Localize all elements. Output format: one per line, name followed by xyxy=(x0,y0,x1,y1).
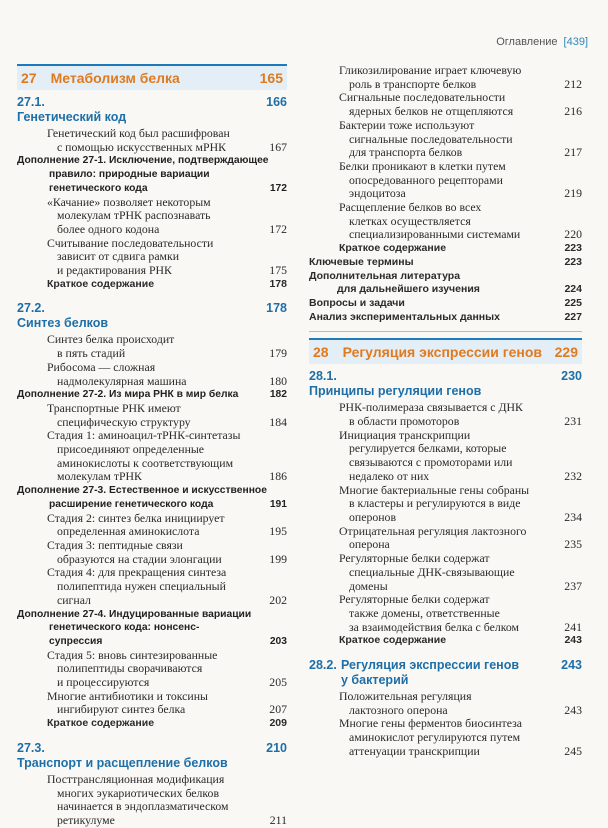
toc-entry-title xyxy=(309,119,513,160)
toc-entry-line: Расщепление белков во всех xyxy=(339,200,482,215)
section-number: 27.3. xyxy=(17,740,45,755)
toc-entry-title xyxy=(17,196,211,237)
toc-entry xyxy=(17,333,287,360)
header-section-title: Оглавление xyxy=(496,36,558,48)
toc-entry-page: 235 xyxy=(564,537,582,552)
toc-entry-line: молекулам тРНК распознавать xyxy=(57,208,211,223)
summary-page: 223 xyxy=(564,242,582,255)
toc-entry xyxy=(17,127,287,154)
chapter-heading xyxy=(309,338,582,364)
chapter-heading-left xyxy=(21,70,180,86)
toc-entry-page: 241 xyxy=(564,619,582,634)
toc-entry-line: Положительная регуляция xyxy=(339,689,472,704)
toc-entry-line: также домены, ответственные xyxy=(349,605,500,620)
toc-entry-line: для транспорта белков xyxy=(349,145,463,160)
section-title xyxy=(309,384,481,399)
toc-entry-line: аминокислоты к соответствующим xyxy=(57,455,234,470)
summary-label: Краткое содержание xyxy=(339,634,447,647)
toc-entry-page: 180 xyxy=(269,373,287,388)
toc-entry-title xyxy=(309,690,472,717)
summary-entry xyxy=(309,634,582,648)
toc-entry xyxy=(309,690,582,717)
toc-entry xyxy=(309,484,582,525)
section-heading xyxy=(309,658,582,688)
toc-entry xyxy=(17,512,287,539)
section-heading-left xyxy=(309,369,481,399)
toc-entry-line: сигнал xyxy=(57,592,91,607)
summary-label: Краткое содержание xyxy=(339,242,447,255)
section-page: 243 xyxy=(561,658,582,673)
toc-entry-line: аминокислот регулируются путем xyxy=(349,730,521,745)
box-entry-title xyxy=(17,388,238,402)
toc-entry xyxy=(309,593,582,634)
toc-entry-line: домены xyxy=(349,578,388,593)
toc-entry-line: ингибируют синтез белка xyxy=(57,702,186,717)
toc-entry-title xyxy=(17,773,229,828)
toc-entry-line: связываются с промоторами или xyxy=(349,455,513,470)
toc-entry-line: присоединяют определенные xyxy=(57,442,205,457)
section-heading xyxy=(17,95,287,125)
toc-entry-line: Стадия 2: синтез белка инициирует xyxy=(47,510,225,525)
backmatter-entry xyxy=(309,270,582,297)
toc-entry-line: оперона xyxy=(349,537,390,552)
box-entry xyxy=(17,484,287,511)
toc-entry-title xyxy=(309,64,521,91)
toc-entry-line: Гликозилирование играет ключевую xyxy=(339,63,522,77)
box-entry-page: 203 xyxy=(269,635,287,647)
section-page: 166 xyxy=(266,95,287,109)
toc-entry-page: 199 xyxy=(269,551,287,566)
toc-entry xyxy=(309,201,582,242)
toc-entry-line: в кластеры и регулируются в виде xyxy=(349,496,521,511)
backmatter-entry xyxy=(309,297,582,311)
spacer xyxy=(17,731,287,741)
summary-entry xyxy=(17,278,287,292)
toc-entry-page: 205 xyxy=(269,675,287,690)
toc-entry-line: Стадия 3: пептидные связи xyxy=(47,537,183,552)
toc-entry-line: Инициация транскрипции xyxy=(339,427,471,442)
toc-entry-line: Рибосома — сложная xyxy=(47,359,156,374)
toc-entry xyxy=(17,196,287,237)
toc-entry-line: «Качание» позволяет некоторым xyxy=(47,194,211,209)
summary-label: Краткое содержание xyxy=(47,277,155,290)
toc-entry-page: 219 xyxy=(564,186,582,201)
toc-entry-line: эндоцитоза xyxy=(349,186,406,201)
toc-entry-title xyxy=(309,552,515,593)
summary-page: 209 xyxy=(269,717,287,730)
toc-entry-line: Стадия 5: вновь синтезированные xyxy=(47,647,218,662)
toc-entry-page: 179 xyxy=(269,346,287,361)
toc-entry-line: Сигнальные последовательности xyxy=(339,90,506,105)
toc-entry-line: специфическую структуру xyxy=(57,414,191,429)
toc-entry-title xyxy=(17,429,240,484)
box-entry-page: 182 xyxy=(269,389,287,401)
toc-entry-line: Белки проникают в клетки путем xyxy=(339,158,506,173)
section-page: 230 xyxy=(561,369,582,384)
toc-entry-page: 220 xyxy=(564,227,582,242)
chapter-heading-left xyxy=(313,344,542,360)
section-heading-left xyxy=(17,741,228,771)
toc-entry-title xyxy=(17,237,213,278)
chapter-page: 165 xyxy=(259,70,283,86)
section-title-line: Синтез белков xyxy=(17,316,109,331)
box-entry-line: генетического кода: нонсенс- xyxy=(49,622,200,634)
toc-entry-line: в пять стадий xyxy=(57,346,126,361)
toc-entry-title xyxy=(17,333,174,360)
toc-entry-page: 211 xyxy=(269,812,287,827)
spacer xyxy=(17,291,287,301)
toc-entry-line: РНК-полимераза связывается с ДНК xyxy=(339,400,523,415)
toc-entry-line: более одного кодона xyxy=(57,221,160,236)
box-entry-line: супрессия xyxy=(49,635,103,647)
box-entry xyxy=(17,388,287,402)
toc-entry-line: клетках осуществляется xyxy=(349,213,471,228)
section-title-line: Транспорт и расщепление белков xyxy=(17,755,228,770)
toc-entry xyxy=(309,525,582,552)
section-title-line: Принципы регуляции генов xyxy=(309,384,482,399)
toc-entry-line: молекулам тРНК xyxy=(57,469,142,484)
toc-entry-line: надмолекулярная машина xyxy=(57,373,187,388)
toc-entry-line: ядерных белков не отщепляются xyxy=(349,104,514,119)
toc-entry-page: 243 xyxy=(564,702,582,717)
section-page: 210 xyxy=(266,740,287,755)
toc-entry-page: 245 xyxy=(564,743,582,758)
toc-entry-line: ретикулуме xyxy=(57,812,115,827)
toc-entry xyxy=(309,64,582,91)
toc-entry-title xyxy=(309,525,526,552)
section-number: 27.2. xyxy=(17,301,45,316)
toc-entry xyxy=(17,773,287,828)
section-title xyxy=(17,110,126,125)
section-number: 28.2. xyxy=(309,658,337,673)
summary-entry xyxy=(17,717,287,731)
backmatter-title xyxy=(309,256,414,270)
toc-entry-line: регулируется белками, которые xyxy=(349,441,507,456)
toc-entry-line: Стадия 1: аминоацил-тРНК-синтетазы xyxy=(47,428,241,443)
backmatter-entry xyxy=(309,311,582,325)
chapter-page: 229 xyxy=(554,344,578,361)
box-entry xyxy=(17,608,287,649)
toc-entry-line: Бактерии тоже используют xyxy=(339,117,475,132)
chapter-heading xyxy=(17,64,287,90)
toc-entry-title xyxy=(309,160,506,201)
box-entry xyxy=(17,154,287,195)
backmatter-line: Вопросы и задачи xyxy=(309,296,405,309)
toc-entry-line: в области промоторов xyxy=(349,414,460,429)
toc-entry xyxy=(17,539,287,566)
box-entry-page: 172 xyxy=(269,182,287,194)
section-heading xyxy=(17,741,287,771)
toc-entry-line: роль в транспорте белков xyxy=(349,76,477,91)
section-heading-left xyxy=(17,301,108,331)
chapter-title: Метаболизм белка xyxy=(50,70,180,86)
toc-entry-line: за взаимодействия белка с белком xyxy=(349,619,519,634)
toc-entry-line: образуются на стадии элонгации xyxy=(57,551,222,566)
section-page: 178 xyxy=(266,301,287,316)
toc-entry-line: Многие антибиотики и токсины xyxy=(47,688,208,703)
toc-entry-line: с помощью искусственных мРНК xyxy=(57,139,226,154)
toc-entry xyxy=(17,649,287,690)
toc-entry-line: Генетический код был расшифрован xyxy=(47,126,230,140)
section-number: 27.1. xyxy=(17,95,45,109)
toc-entry-title xyxy=(309,91,513,118)
toc-entry-line: и процессируются xyxy=(57,675,150,690)
toc-entry-line: определенная аминокислота xyxy=(57,524,200,539)
summary-page: 243 xyxy=(564,634,582,647)
toc-entry-page: 212 xyxy=(564,76,582,91)
toc-entry xyxy=(309,119,582,160)
section-title-line: у бактерий xyxy=(341,673,409,688)
toc-entry-title xyxy=(309,201,520,242)
toc-entry-line: и редактирования РНК xyxy=(57,263,172,278)
summary-page: 178 xyxy=(269,277,287,290)
toc-entry-title xyxy=(17,649,217,690)
toc-entry-title xyxy=(309,717,522,758)
backmatter-title xyxy=(309,297,405,311)
toc-entry-page: 175 xyxy=(269,263,287,278)
box-entry-line: Дополнение 27-3. Естественное и искусственное xyxy=(17,485,267,497)
backmatter-page: 223 xyxy=(564,255,582,268)
toc-entry-line: зависит от сдвига рамки xyxy=(57,249,180,264)
toc-entry-title xyxy=(17,361,187,388)
left-column xyxy=(17,64,287,828)
toc-entry-title xyxy=(17,402,191,429)
divider-rule xyxy=(309,331,582,332)
toc-entry-line: Синтез белка происходит xyxy=(47,332,175,347)
running-header xyxy=(496,36,588,48)
toc-entry-page: 231 xyxy=(564,414,582,429)
toc-entry-page: 234 xyxy=(564,509,582,524)
toc-entry xyxy=(309,717,582,758)
box-entry-line: Дополнение 27-1. Исключение, подтверждающее xyxy=(17,155,269,167)
toc-entry-line: Регуляторные белки содержат xyxy=(339,551,490,566)
section-heading xyxy=(309,369,582,399)
toc-entry-page: 217 xyxy=(564,145,582,160)
toc-entry xyxy=(309,552,582,593)
toc-entry xyxy=(309,429,582,484)
toc-entry-line: опосредованного рецепторами xyxy=(349,172,503,187)
toc-entry-title xyxy=(309,593,519,634)
backmatter-line: Ключевые термины xyxy=(309,255,414,268)
summary-label: Краткое содержание xyxy=(47,717,155,730)
section-heading-left xyxy=(309,658,519,688)
box-entry-page: 191 xyxy=(269,498,287,510)
section-title-line: Регуляция экспрессии генов xyxy=(341,658,520,673)
header-page-number: [439] xyxy=(563,36,588,48)
toc-entry-line: Посттрансляционная модификация xyxy=(47,771,225,786)
toc-entry-line: специализированными системами xyxy=(349,227,521,242)
toc-entry-title xyxy=(17,566,226,607)
box-entry-line: правило: природные вариации xyxy=(49,169,210,181)
toc-entry-line: Считывание последовательности xyxy=(47,235,214,250)
toc-entry-title xyxy=(309,401,523,428)
box-entry-line: генетического кода xyxy=(49,182,148,194)
toc-entry-page: 195 xyxy=(269,524,287,539)
toc-entry xyxy=(309,401,582,428)
backmatter-line: для дальнейшего изучения xyxy=(337,283,480,296)
backmatter-line: Дополнительная литература xyxy=(309,269,461,282)
toc-entry-title xyxy=(309,429,512,484)
section-heading-left xyxy=(17,95,126,125)
toc-entry-title xyxy=(309,484,529,525)
toc-entry-line: Многие гены ферментов биосинтеза xyxy=(339,716,522,731)
toc-entry-title xyxy=(17,539,222,566)
toc-entry-line: лактозного оперона xyxy=(349,702,448,717)
toc-entry-page: 207 xyxy=(269,702,287,717)
toc-entry-title xyxy=(17,690,208,717)
box-entry-line: Дополнение 27-2. Из мира РНК в мир белка xyxy=(17,389,239,401)
section-number: 28.1. xyxy=(309,369,337,384)
backmatter-entry xyxy=(309,256,582,270)
box-entry-title xyxy=(17,154,269,195)
toc-entry xyxy=(17,237,287,278)
backmatter-title xyxy=(309,270,480,297)
box-entry-line: расширение генетического кода xyxy=(49,498,214,510)
toc-entry-page: 184 xyxy=(269,414,287,429)
backmatter-page: 227 xyxy=(564,310,582,323)
toc-entry-line: начинается в эндоплазматическом xyxy=(57,799,229,814)
right-column xyxy=(309,64,582,759)
spacer xyxy=(309,648,582,658)
toc-entry xyxy=(17,402,287,429)
box-entry-line: Дополнение 27-4. Индуцированные вариации xyxy=(17,608,252,620)
toc-entry-title xyxy=(17,127,230,154)
toc-entry-line: многих эукариотических белков xyxy=(57,785,220,800)
toc-entry-page: 202 xyxy=(269,592,287,607)
summary-entry xyxy=(309,242,582,256)
backmatter-page: 225 xyxy=(564,296,582,309)
toc-entry xyxy=(17,361,287,388)
section-title-line: Генетический код xyxy=(17,110,127,124)
toc-entry-line: Стадия 4: для прекращения синтеза xyxy=(47,565,227,580)
toc-entry-page: 232 xyxy=(564,468,582,483)
section-title xyxy=(17,756,228,771)
toc-entry-line: Отрицательная регуляция лактозного xyxy=(339,523,527,538)
toc-entry-line: Транспортные РНК имеют xyxy=(47,400,181,415)
toc-entry-page: 216 xyxy=(564,104,582,119)
backmatter-line: Анализ экспериментальных данных xyxy=(309,310,500,323)
toc-entry-line: оперонов xyxy=(349,509,397,524)
box-entry-title xyxy=(17,608,251,649)
toc-entry-line: недалеко от них xyxy=(349,468,430,483)
chapter-title: Регуляция экспрессии генов xyxy=(342,344,542,361)
backmatter-title xyxy=(309,311,500,325)
toc-entry-page: 237 xyxy=(564,578,582,593)
toc-entry-line: Регуляторные белки содержат xyxy=(339,592,490,607)
toc-entry-page: 186 xyxy=(269,469,287,484)
section-title xyxy=(17,316,108,331)
backmatter-page: 224 xyxy=(564,283,582,296)
toc-entry xyxy=(309,160,582,201)
toc-entry-line: полипептиды сворачиваются xyxy=(57,661,203,676)
toc-entry-page: 167 xyxy=(269,139,287,154)
chapter-number: 28 xyxy=(313,344,329,361)
toc-entry-line: Многие бактериальные гены собраны xyxy=(339,482,530,497)
toc-entry xyxy=(17,429,287,484)
toc-entry xyxy=(309,91,582,118)
toc-entry xyxy=(17,690,287,717)
box-entry-title xyxy=(17,484,267,511)
section-heading xyxy=(17,301,287,331)
section-title xyxy=(341,658,519,688)
toc-entry-title xyxy=(17,512,225,539)
toc-entry-line: специальные ДНК-связывающие xyxy=(349,564,515,579)
chapter-number: 27 xyxy=(21,70,37,86)
toc-entry xyxy=(17,566,287,607)
toc-entry-line: полипептида нужен специальный xyxy=(57,579,226,594)
toc-entry-line: аттенуации транскрипции xyxy=(349,743,480,758)
toc-entry-line: сигнальные последовательности xyxy=(349,131,513,146)
toc-entry-page: 172 xyxy=(269,221,287,236)
